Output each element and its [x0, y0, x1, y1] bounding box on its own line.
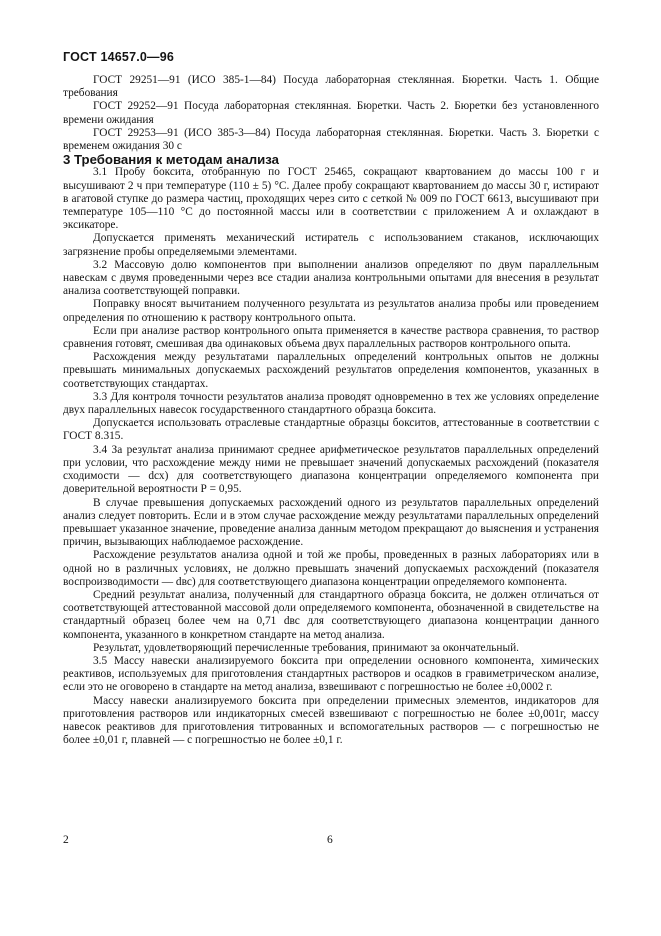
- paragraph: 3.4 За результат анализа принимают среднее арифметическое результатов параллельных определений при условии, что расхождение между ними не превышает значений допускаемых расхождений (показателя сходимости — dсх) для соответствующего диапазона концентрации определяемого компонента при доверительной вероятности Р = 0,95.: [63, 443, 599, 496]
- page-number-center: 6: [327, 834, 333, 846]
- reference-item: ГОСТ 29253—91 (ИСО 385-3—84) Посуда лабораторная стеклянная. Бюретки. Часть 3. Бюретки с временем ожидания 30 с: [63, 126, 599, 153]
- paragraph: Результат, удовлетворяющий перечисленные требования, принимают за окончательный.: [93, 641, 520, 654]
- paragraph: Допускается использовать отраслевые стандартные образцы бокситов, аттестованные в соответствии с ГОСТ 8.315.: [63, 417, 599, 443]
- paragraph: Расхождения между результатами параллельных определений контрольных опытов не должны превышать минимальных допускаемых расхождений результатов определения компонентов, указанных в соответствующих стандартах.: [63, 351, 599, 390]
- paragraph: 3.2 Массовую долю компонентов при выполнении анализов определяют по двум параллельным навескам с двумя проведенными через все стадии анализа контрольными опытами для внесения в результат анализа соответствующей поправки.: [63, 258, 599, 298]
- paragraph: Поправку вносят вычитанием полученного результата из результатов анализа пробы или проведением определения по отношению к раствору контрольного опыта.: [63, 298, 599, 324]
- page-number-left: 2: [63, 834, 69, 846]
- document-header: ГОСТ 14657.0—96: [63, 50, 175, 64]
- paragraph: Массу навески анализируемого боксита при определении примесных элементов, индикаторов для приготовления растворов или индикаторных смесей взвешивают с погрешностью не более ±0,001г, массу навесок реактивов для приготовления титрованных и вспомогательных растворов — с погрешностью не более ±0,01 г, плавней — с погрешностью не более ±0,1 г.: [63, 694, 599, 747]
- paragraph: Допускается применять механический истиратель с использованием стаканов, исключающих загрязнение пробы определяемыми элементами.: [63, 232, 599, 258]
- paragraph: 3.5 Массу навески анализируемого боксита при определении основного компонента, химических реактивов, используемых для приготовления стандартных растворов и осадков в гравиметрическом анализе, если это не оговорено в стандарте на метод анализа, взвешивают с погрешностью не более ±0,0002 г.: [63, 654, 599, 694]
- paragraph: Расхождение результатов анализа одной и той же пробы, проведенных в разных лабораториях или в одной но в различных условиях, не должно превышать значений допускаемых расхождений (показателя воспроизводимости — dвс) для соответствующего диапазона концентрации определяемого компонента.: [63, 549, 599, 588]
- section-heading: 3 Требования к методам анализа: [63, 152, 279, 168]
- reference-item: ГОСТ 29251—91 (ИСО 385-1—84) Посуда лабораторная стеклянная. Бюретки. Часть 1. Общие требования: [63, 74, 599, 100]
- paragraph: Средний результат анализа, полученный для стандартного образца боксита, не должен отличаться от соответствующей аттестованной массовой доли определяемого компонента, обозначенной в свидетельстве на стандартный образец более чем на 0,71 dвс для соответствующего диапазона концентрации данного компонента, указанного в конкретном стандарте на метод анализа.: [63, 588, 599, 641]
- paragraph: В случае превышения допускаемых расхождений одного из результатов параллельных определений анализ следует повторить. Если и в этом случае расхождение между результатами параллельных определений превышает указанное значение, проведение анализа данным методом прекращают до выяснения и устранения причин, вызывающих наблюдаемое расхождение.: [63, 496, 599, 549]
- paragraph: 3.3 Для контроля точности результатов анализа проводят одновременно в тех же условиях определение двух параллельных навесок государственного стандартного образца боксита.: [63, 390, 599, 417]
- reference-item: ГОСТ 29252—91 Посуда лабораторная стеклянная. Бюретки. Часть 2. Бюретки без установленного времени ожидания: [63, 100, 599, 126]
- document-body: [63, 74, 599, 747]
- paragraph: Если при анализе раствор контрольного опыта применяется в качестве раствора сравнения, то раствор сравнения готовят, смешивая два одинаковых объема двух параллельных растворов контрольного опыта.: [63, 324, 599, 351]
- paragraph: 3.1 Пробу боксита, отобранную по ГОСТ 25465, сокращают квартованием до массы 100 г и высушивают 2 ч при температуре (110 ± 5) °С. Далее пробу сокращают квартованием до массы 30 г, истирают в агатовой ступке до размера частиц, проходящих через сито с сеткой № 009 по ГОСТ 6613, высушивают при температуре 105—110 °С до постоянной массы или в соответствии с приложением А и охлаждают в эксикаторе.: [63, 166, 599, 232]
